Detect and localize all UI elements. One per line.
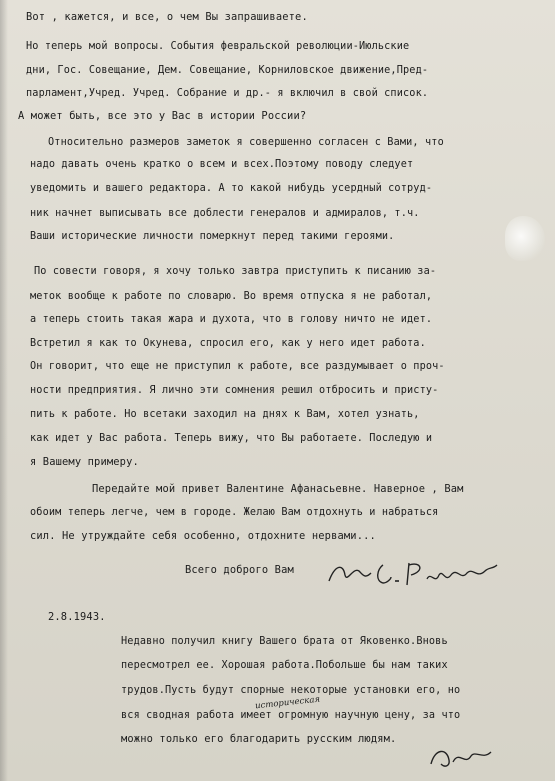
letter-line: дни, Гос. Совещание, Дем. Совещание, Корниловское движение,Пред-	[26, 65, 429, 76]
letter-line: ник начнет выписывать все доблести генералов и адмиралов, т.ч.	[30, 208, 420, 219]
letter-line: пить к работе. Но всетаки заходил на днях к Вам, хотел узнать,	[30, 409, 420, 420]
letter-line: ности предприятия. Я лично эти сомнения решил отбросить и присту-	[30, 385, 439, 396]
letter-line: Он говорит, что еще не приступил к работе, все раздумывает о проч-	[30, 361, 445, 372]
letter-date: 2.8.1943.	[48, 611, 106, 623]
postscript-line: трудов.Пусть будут спорные некоторые установки его, но	[121, 685, 461, 696]
letter-line: сил. Не утруждайте себя особенно, отдохните нервами...	[30, 530, 376, 542]
handwritten-initials	[425, 742, 495, 774]
letter-line: парламент,Учред. Учред. Собрание и др.- я включил в свой список.	[26, 88, 429, 99]
letter-line: Передайте мой привет Валентине Афанасьевне. Наверное , Вам	[92, 483, 464, 495]
letter-line: Вот , кажется, и все, о чем Вы запрашиваете.	[26, 11, 308, 23]
postscript-line: пересмотрел ее. Хорошая работа.Побольше бы нам таких	[121, 660, 448, 671]
scan-edge-shadow	[0, 0, 8, 781]
handwritten-signature	[325, 557, 500, 591]
letter-line: Ваши исторические личности померкнут перед такими героями.	[30, 231, 395, 242]
letter-line: обоим теперь легче, чем в городе. Желаю Вам отдохнуть и набраться	[30, 507, 439, 518]
postscript-line: вся сводная работа имеет огромную научную цену, за что	[121, 710, 461, 721]
letter-line: надо давать очень кратко о всем и всех.Поэтому поводу следует	[30, 159, 414, 170]
handwritten-insertion: историческая	[254, 694, 321, 712]
closing-line: Всего доброго Вам	[185, 564, 294, 576]
letter-line: По совести говоря, я хочу только завтра приступить к писанию за-	[34, 266, 437, 277]
letter-line: меток вообще к работе по словарю. Во время отпуска я не работал,	[30, 291, 433, 302]
letter-line: а теперь стоить такая жара и духота, что в голову ничто не идет.	[30, 314, 433, 325]
letter-line: как идет у Вас работа. Теперь вижу, что Вы работаете. Последую и	[30, 433, 433, 444]
paper-stain	[505, 216, 545, 261]
letter-line: уведомить и вашего редактора. А то какой нибудь усердный сотруд-	[30, 183, 433, 194]
letter-line: Относительно размеров заметок я совершенно согласен с Вами, что	[48, 137, 444, 148]
letter-line: А может быть, все это у Вас в истории России?	[18, 110, 307, 122]
postscript-line: Недавно получил книгу Вашего брата от Яковенко.Вновь	[121, 636, 448, 647]
letter-line: Но теперь мой вопросы. События февральской революции-Июльские	[26, 41, 410, 52]
letter-line: я Вашему примеру.	[30, 456, 139, 468]
postscript-line: можно только его благодарить русским людям.	[121, 733, 397, 745]
letter-line: Встретил я как то Окунева, спросил его, как у него идет работа.	[30, 338, 426, 349]
